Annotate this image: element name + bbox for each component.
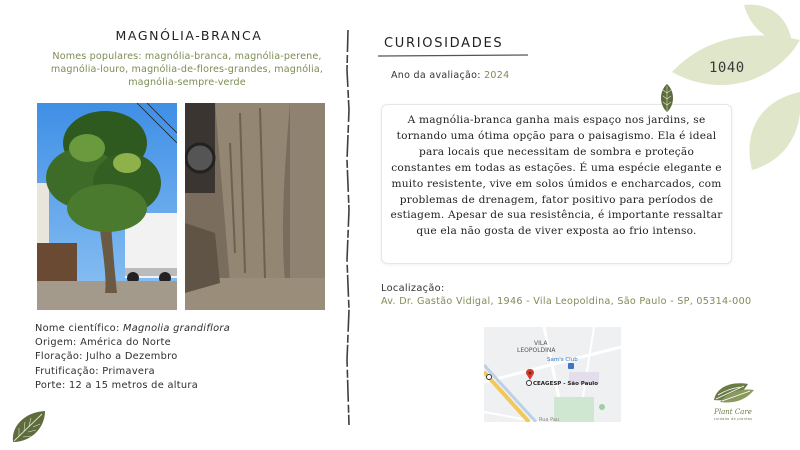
map-district-line2: LEOPOLDINA (517, 347, 556, 354)
decorative-leaves (672, 0, 800, 180)
leaf-icon (9, 408, 49, 446)
curiosities-text: A magnólia-branca ganha mais espaço nos jardins, se tornando uma ótima opção para o paisagismo. Ela é ideal para locais que necessitam de sombra e proteção constantes em todas as estações. É uma espécie elegante e muito resistente, vive em solos úmidos e encharcados, com problemas de drenagem, fator positivo para períodos de estiagem. Apesar de sua resistência, é importante ressaltar que ela não gosta de viver exposta ao frio intenso. (381, 104, 732, 264)
map-poi-main: CEAGESP - São Paulo (533, 381, 598, 387)
fact-scientific-name: Nome científico: Magnolia grandiflora (35, 323, 231, 334)
title-underline (378, 53, 528, 59)
plant-number: 1040 (709, 60, 745, 76)
location-label: Localização: (381, 283, 445, 294)
fact-fruiting: Frutificação: Primavera (35, 365, 155, 377)
fact-flowering: Floração: Julho a Dezembro (35, 351, 178, 363)
map-poi-club: Sam's Club (547, 357, 578, 363)
small-leaf-icon (659, 83, 675, 113)
map-district-line1: VILA (534, 340, 548, 347)
year-value: 2024 (484, 70, 510, 81)
trunk-photo (185, 103, 325, 310)
plant-facts (35, 322, 335, 393)
logo-tagline: cuidado de plantas (713, 417, 753, 421)
vertical-divider (343, 30, 353, 425)
scientific-name-value: Magnolia grandiflora (122, 323, 231, 334)
logo-name: Plant Care (714, 408, 752, 416)
fact-size: Porte: 12 a 15 metros de altura (35, 379, 199, 391)
evaluation-year: Ano da avaliação: 2024 (391, 70, 510, 81)
location-map[interactable] (484, 327, 621, 422)
location-address: Av. Dr. Gastão Vidigal, 1946 - Vila Leopoldina, São Paulo - SP, 05314-000 (381, 296, 752, 307)
plant-title: MAGNÓLIA-BRANCA (115, 28, 263, 43)
fact-origin: Origem: América do Norte (35, 337, 171, 349)
popular-names: Nomes populares: magnólia-branca, magnólia-perene, magnólia-louro, magnólia-de-flores-grandes, magnólia, magnólia-sempre-verde (50, 51, 324, 88)
curiosities-title: CURIOSIDADES (384, 36, 504, 51)
tree-photo (37, 103, 177, 310)
svg-text:Rua Pau: Rua Pau (539, 417, 560, 422)
